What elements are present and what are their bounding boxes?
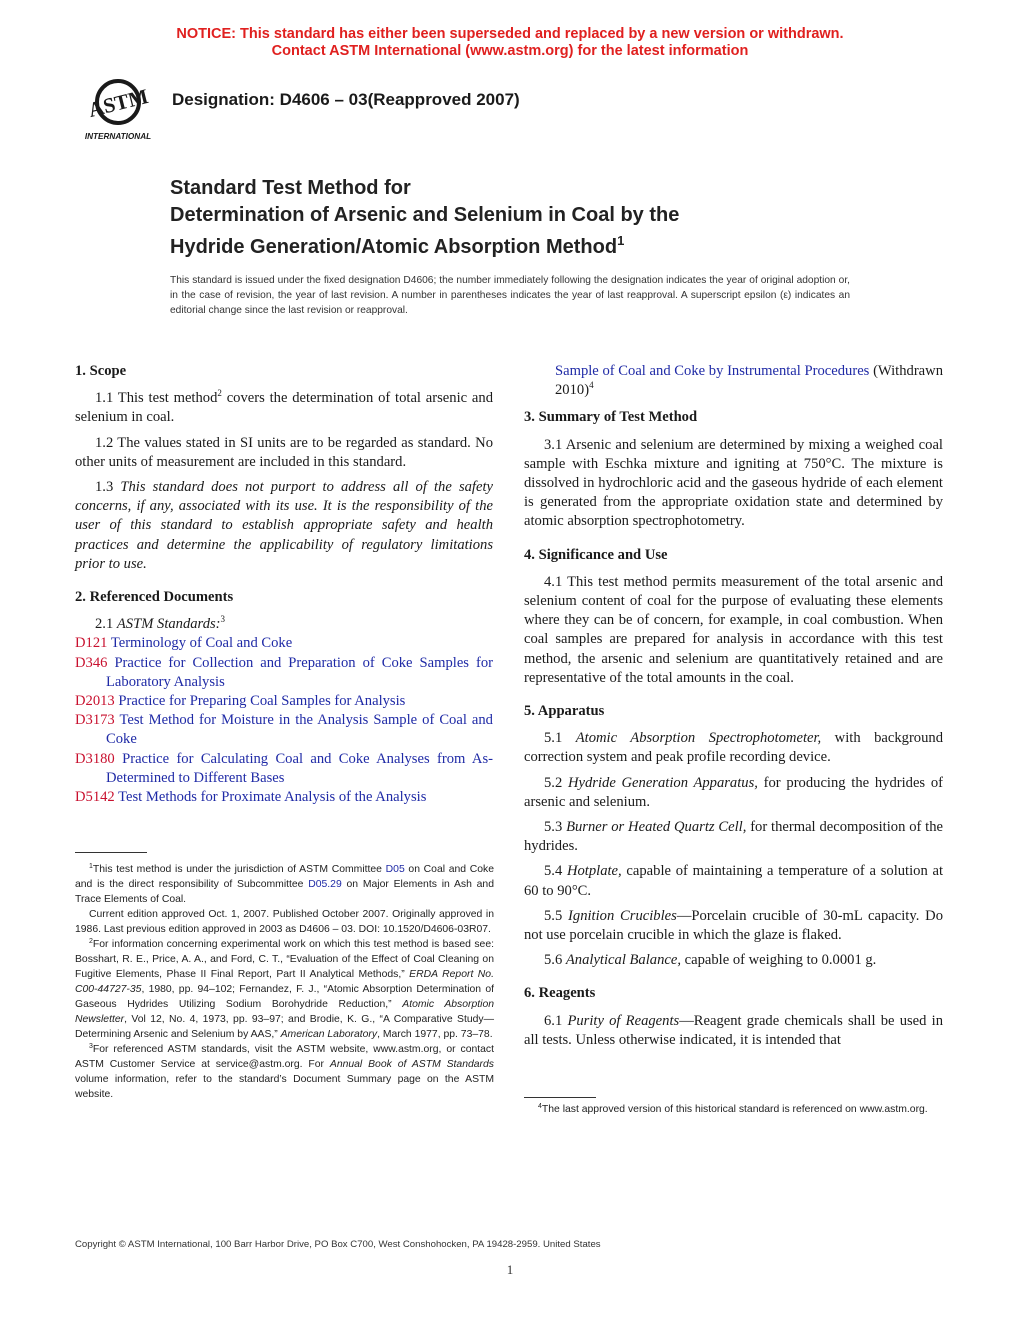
issued-note: This standard is issued under the fixed designation D4606; the number immediately following the designation indicates the year of original adoption or, in the case of revision, the year of last revision. A number in parentheses indicates the year of last reapproval. A superscript epsilon (ε) indicates an editorial change since the last revision or reapproval. xyxy=(170,275,850,316)
left-column xyxy=(75,362,493,807)
paragraph-1-3: 1.3 This standard does not purport to address all of the safety concerns, if any, associated with its use. It is the responsibility of the user of this standard to establish appropriate safety and health practices and determine the applicability of regulatory limitations prior to use. xyxy=(75,479,493,572)
footnote-divider xyxy=(75,852,147,853)
notice-line-1: NOTICE: This standard has either been superseded and replaced by a new version or withdrawn. xyxy=(176,26,844,42)
paragraph-2-1: 2.1 ASTM Standards:$^3$ xyxy=(95,614,226,633)
paragraph-5-1: 5.1 Atomic Absorption Spectrophotometer, with background correction system and peak profile recording device. xyxy=(524,730,943,766)
ref-d3173[interactable]: D3173 Test Method for Moisture in the Analysis Sample of Coal and Coke xyxy=(75,712,493,748)
footnote-2: $^2$For information concerning experimental work on which this test method is based see: Bosshart, R. E., Price, A. A., and Ford, C. T., “Evaluation of the Effect of Coal Cleaning on Fugitive Elements, Phase II Final Report, Part II Analytical Methods,” ERDA Report No. C00-44727-35, 1980, pp. 94–102; Fernandez, F. J., “Atomic Absorption Determination of Gaseous Hydrides Utilizing Sodium Borohydride Reduction,” Atomic Absorption Newsletter, Vol 12, No. 4, 1973, pp. 93–97; and Brodie, K. G., “A Comparative Study—Determining Arsenic and Selenium by AAS,” American Laboratory, March 1977, pp. 73–78. xyxy=(75,938,494,1040)
subcommittee-d05-29-link[interactable]: D05.29 xyxy=(308,879,342,890)
title-line-3: Hydride Generation/Atomic Absorption Method xyxy=(170,236,618,258)
footnote-3: $^3$For referenced ASTM standards, visit the ASTM website, www.astm.org, or contact ASTM Customer Service at service@astm.org. For Annual Book of ASTM Standards volume information, refer to the standard’s Document Summary page on the ASTM website. xyxy=(75,1043,494,1100)
paragraph-4-1: 4.1 This test method permits measurement of the total arsenic and selenium content of coal for the purpose of evaluating these elements where they can be of concern, for example, in coal combustion. When coal samples are prepared for analysis in accordance with this test method, the arsenic and selenium are quantitatively retained and are representative of the total amounts in the coal. xyxy=(524,573,943,686)
ref-d2013[interactable]: D2013 Practice for Preparing Coal Samples for Analysis xyxy=(75,693,406,710)
footnote-1-edition: Current edition approved Oct. 1, 2007. Published October 2007. Originally approved in 1986. Last previous edition approved in 2003 as D4606 – 03. DOI: 10.1520/D4606-03R07. xyxy=(75,909,494,935)
paragraph-5-2: 5.2 Hydride Generation Apparatus, for producing the hydrides of arsenic and selenium. xyxy=(524,774,943,810)
paragraph-1-2: 1.2 The values stated in SI units are to be regarded as standard. No other units of measurement are included in this standard. xyxy=(75,434,493,470)
ref-d346[interactable]: D346 Practice for Collection and Preparation of Coke Samples for Laboratory Analysis xyxy=(75,654,493,690)
left-footnotes xyxy=(75,862,494,1102)
right-footnotes xyxy=(524,1102,943,1117)
page-number: 1 xyxy=(506,1262,514,1277)
ref-d121[interactable]: D121 Terminology of Coal and Coke xyxy=(75,635,293,652)
footnote-ref-2[interactable]: 2 xyxy=(217,388,222,399)
paragraph-5-6: 5.6 Analytical Balance, capable of weighing to 0.0001 g. xyxy=(544,952,877,969)
ref-d5142[interactable]: D5142 Test Methods for Proximate Analysis of the Analysis xyxy=(75,789,427,806)
logo-caption: INTERNATIONAL xyxy=(84,132,152,141)
footnote-ref-4: 4 xyxy=(589,380,594,391)
footnote-1: $^1$This test method is under the jurisdiction of ASTM Committee D05 on Coal and Coke and is the direct responsibility of Subcommittee D05.29 on Major Elements in Ash and Trace Elements of Coal. xyxy=(75,863,495,905)
designation: Designation: D4606 – 03(Reapproved 2007) xyxy=(172,90,520,109)
section-4-heading: 4. Significance and Use xyxy=(524,546,668,563)
committee-d05-link[interactable]: D05 xyxy=(385,864,405,875)
ref-d3180[interactable]: D3180 Practice for Calculating Coal and Coke Analyses from As-Determined to Different Bases xyxy=(75,750,493,786)
title-line-1: Standard Test Method for xyxy=(170,177,411,199)
document-title xyxy=(170,175,679,261)
astm-logo xyxy=(74,72,162,144)
section-3-heading: 3. Summary of Test Method xyxy=(524,409,698,426)
paragraph-5-5: 5.5 Ignition Crucibles—Porcelain crucible of 30-mL capacity. Do not use porcelain crucible in which the glaze is flaked. xyxy=(524,907,943,944)
notice-line-2: Contact ASTM International (www.astm.org) for the latest information xyxy=(271,43,749,59)
ref-d5142-continued[interactable]: Sample of Coal and Coke by Instrumental Procedures (Withdrawn 2010)$^4$ xyxy=(555,363,943,399)
paragraph-3-1: 3.1 Arsenic and selenium are determined by mixing a weighed coal sample with Eschka mixture and igniting at 750°C. The mixture is dissolved in hydrochloric acid and the gaseous hydride of each element is generated from the appropriate oxidation state and determined by atomic absorption spectrophotometry. xyxy=(524,436,943,530)
section-2-heading: 2. Referenced Documents xyxy=(75,589,234,606)
paragraph-5-3: 5.3 Burner or Heated Quartz Cell, for thermal decomposition of the hydrides. xyxy=(524,819,944,855)
title-footnote-mark: 1 xyxy=(617,233,625,248)
paragraph-5-4: 5.4 Hotplate, capable of maintaining a temperature of a solution at 60 to 90°C. xyxy=(524,863,943,899)
section-6-heading: 6. Reagents xyxy=(524,985,596,1002)
right-footnote-divider xyxy=(524,1097,596,1098)
logo-letters: ASTM xyxy=(85,83,151,122)
right-column xyxy=(524,362,943,1056)
footnote-4: $^4$The last approved version of this historical standard is referenced on www.astm.org. xyxy=(538,1103,928,1115)
section-5-heading: 5. Apparatus xyxy=(524,703,605,720)
superseded-notice xyxy=(0,26,1020,60)
paragraph-6-1: 6.1 Purity of Reagents—Reagent grade chemicals shall be used in all tests. Unless otherwise indicated, it is intended that xyxy=(524,1012,944,1048)
title-line-2: Determination of Arsenic and Selenium in Coal by the xyxy=(170,203,680,226)
footnote-ref-3[interactable]: 3 xyxy=(220,614,226,625)
section-1-heading: 1. Scope xyxy=(75,363,127,379)
paragraph-1-1: 1.1 This test method$^2$ covers the determination of total arsenic and selenium in coal. xyxy=(75,388,493,426)
copyright-line: Copyright © ASTM International, 100 Barr Harbor Drive, PO Box C700, West Conshohocken, PA 19428-2959. United States xyxy=(75,1239,601,1250)
